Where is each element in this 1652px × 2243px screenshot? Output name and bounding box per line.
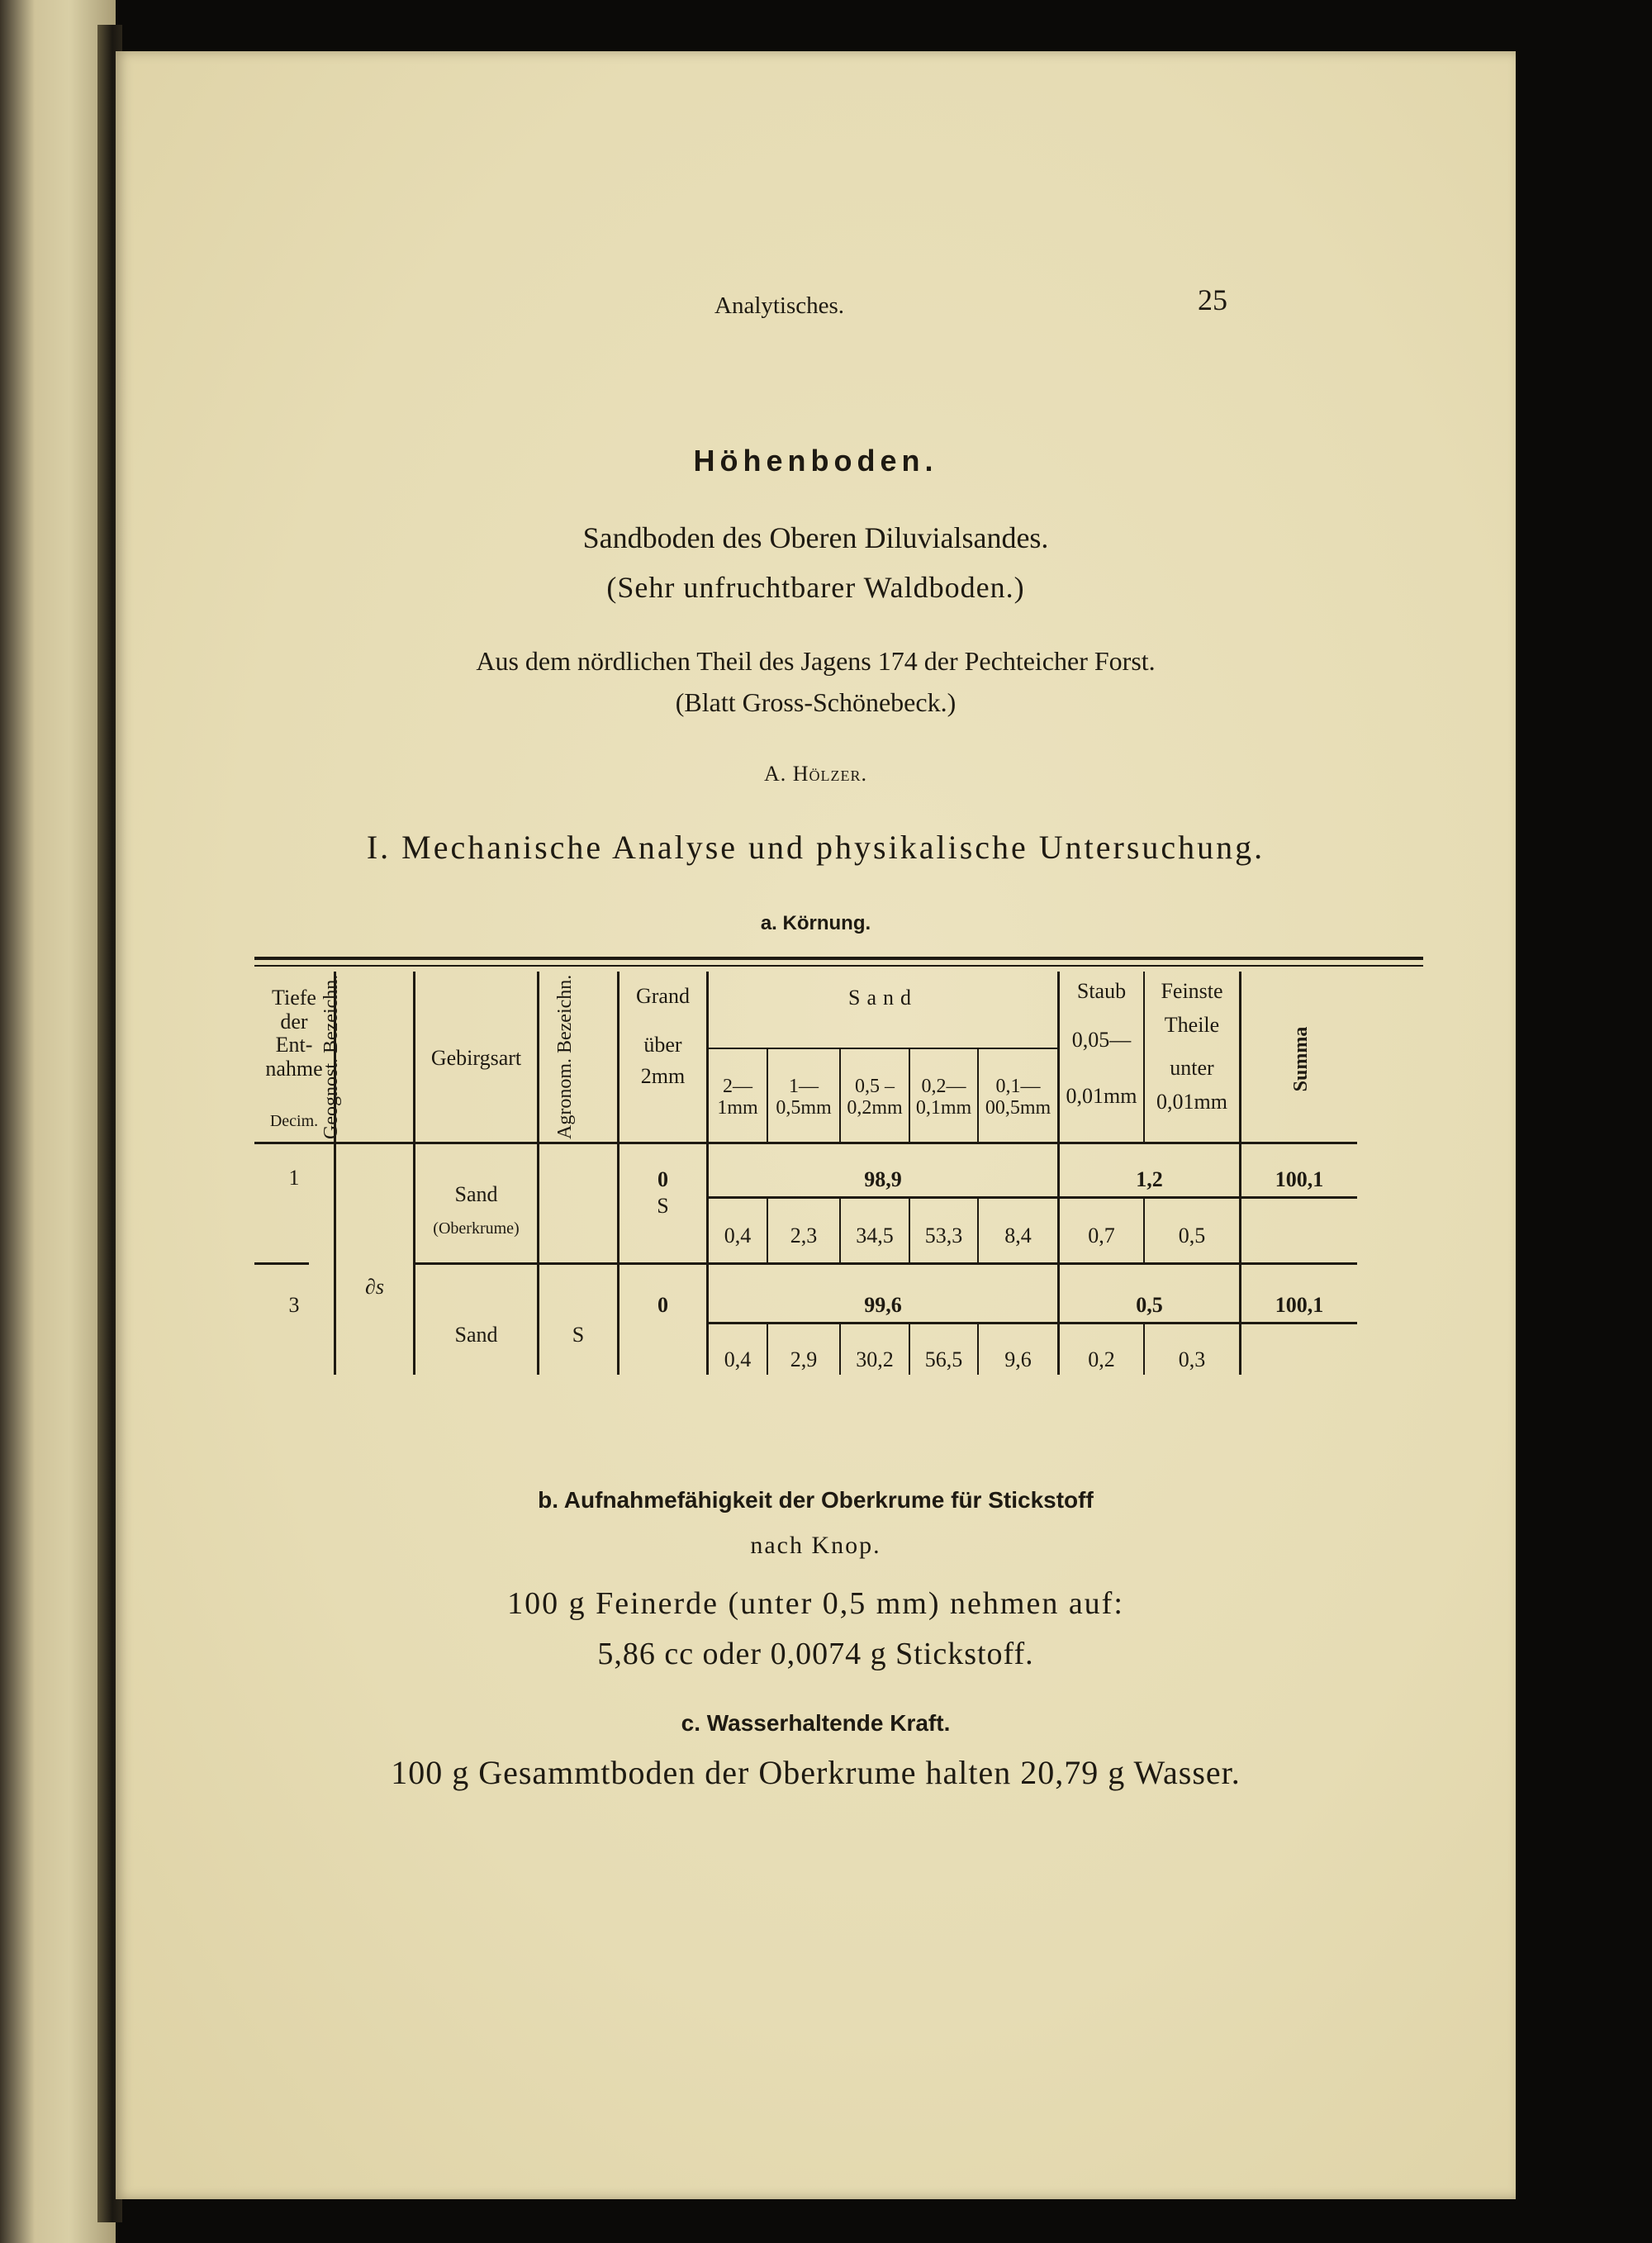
stickstoff-line-2: 5,86 cc oder 0,0074 g Stickstoff. [597,1637,1034,1671]
subsection-stickstoff: b. Aufnahmefähigkeit der Oberkrume für Stickstoff [538,1487,1094,1513]
header-bottom-rule [254,1142,1357,1144]
table-top-rule-thin [254,965,1423,967]
section-heading: I. Mechanische Analyse und physikalische Untersuchung. [366,829,1265,866]
row2-subrule [709,1322,1357,1324]
header-grand-line: Grand [636,984,690,1008]
wasser-line: 100 g Gesammtboden der Oberkrume halten 20,79 g Wasser. [391,1754,1241,1791]
header-decim: Decim. [269,1112,319,1130]
header-tiefe-line: Tiefe [272,986,316,1010]
header-sand-col5 [979,1076,1057,1119]
header-sand-col3 [841,1076,909,1119]
row-separator-right [415,1262,1357,1265]
row2-fine-total: 0,5 [1136,1293,1163,1317]
sand-range-from: 0,1— [995,1076,1041,1097]
header-staub-line: 0,01mm [1066,1084,1137,1109]
header-sand-col2 [768,1076,839,1119]
header-geognost: Geognost. Bezeichn. [320,974,342,1139]
row1-feinste: 0,5 [1178,1224,1206,1247]
vline-2 [413,972,415,1375]
header-grand-line: über [643,1032,682,1057]
row2-summa: 100,1 [1275,1293,1324,1317]
row1-sand-part: 2,3 [790,1224,818,1247]
row1-grand: 0 [657,1167,668,1191]
header-feinste-line: Theile [1164,1012,1220,1037]
row2-tiefe: 3 [288,1293,300,1317]
row2-sand-part: 0,4 [724,1347,752,1371]
header-tiefe-line: nahme [265,1056,323,1081]
header-feinste-line: unter [1170,1056,1214,1081]
row1-sand-total: 98,9 [864,1167,902,1191]
row1-subrule [709,1196,1357,1199]
row1-gebirgsart-note: (Oberkrume) [433,1219,520,1238]
header-sand-col1 [709,1076,767,1119]
header-summa: Summa [1290,1026,1312,1092]
row1-sand-part: 53,3 [924,1224,963,1247]
header-agronom: Agronom. Bezeichn. [554,974,576,1139]
soil-note: (Sehr unfruchtbarer Waldboden.) [606,571,1025,604]
row1-summa: 100,1 [1275,1167,1324,1191]
page-number: 25 [1198,283,1227,316]
table-top-rule [254,957,1423,960]
subsection-koernung: a. Körnung. [760,912,871,934]
row2-agronom: S [572,1323,585,1347]
method-note: nach Knop. [750,1532,881,1559]
row2-sand-part: 56,5 [924,1347,963,1371]
row1-sand-part: 0,4 [724,1224,752,1247]
row1-fine-total: 1,2 [1136,1167,1163,1191]
row1-tiefe: 1 [288,1166,300,1190]
page-title: Höhenboden. [693,444,938,478]
row2-staub: 0,2 [1088,1347,1115,1371]
header-staub [1060,979,1143,1117]
map-sheet: (Blatt Gross-Schönebeck.) [675,687,957,717]
row2-feinste: 0,3 [1178,1347,1206,1371]
header-feinste-line: Feinste [1161,979,1223,1003]
header-staub-line: 0,05— [1071,1027,1132,1052]
header-sand-col4 [910,1076,977,1119]
sand-range-to: 1mm [717,1097,758,1119]
header-grand [620,985,706,1089]
sand-range-from: 2— [723,1076,752,1097]
row1-staub: 0,7 [1088,1224,1115,1247]
vline-3 [537,972,539,1375]
row2-sand-total: 99,6 [864,1293,902,1317]
header-gebirgsart: Gebirgsart [430,1046,522,1070]
header-staub-line: Staub [1076,979,1127,1003]
header-tiefe-line: Ent- [275,1033,313,1057]
row2-sand-part: 9,6 [1004,1347,1032,1371]
header-feinste [1145,979,1239,1129]
sand-range-to: 0,2mm [847,1097,903,1119]
row-separator-left [254,1262,309,1265]
author: A. Hölzer. [763,762,868,786]
sand-range-from: 1— [789,1076,819,1097]
sand-range-to: 0,5mm [776,1097,832,1119]
sand-range-to: 0,1mm [915,1097,972,1119]
stickstoff-line-1: 100 g Feinerde (unter 0,5 mm) nehmen auf: [507,1586,1124,1621]
row2-grand: 0 [657,1293,668,1317]
row2-sand-part: 30,2 [856,1347,894,1371]
sand-range-to: 00,5mm [985,1097,1051,1119]
header-grand-line: 2mm [640,1064,686,1089]
row2-sand-part: 2,9 [790,1347,818,1371]
row1-sand-part: 8,4 [1004,1224,1032,1247]
sand-range-from: 0,2— [921,1076,966,1097]
running-head: Analytisches. [714,292,845,319]
soil-description: Sandboden des Oberen Diluvialsandes. [582,521,1049,554]
header-sand: Sand [848,986,918,1010]
row1-agronom: S [657,1194,669,1218]
row1-gebirgsart: Sand [454,1182,498,1206]
book-page [116,51,1516,2199]
location: Aus dem nördlichen Theil des Jagens 174 der Pechteicher Forst. [476,646,1156,676]
row2-gebirgsart: Sand [454,1323,498,1347]
row1-sand-part: 34,5 [856,1224,894,1247]
subsection-wasser: c. Wasserhaltende Kraft. [681,1710,951,1736]
sand-range-from: 0,5 – [855,1076,895,1097]
header-feinste-line: 0,01mm [1156,1089,1227,1114]
header-tiefe-line: der [280,1009,308,1034]
sand-header-rule [709,1048,1057,1049]
geognost-symbol: ∂s [365,1275,384,1299]
